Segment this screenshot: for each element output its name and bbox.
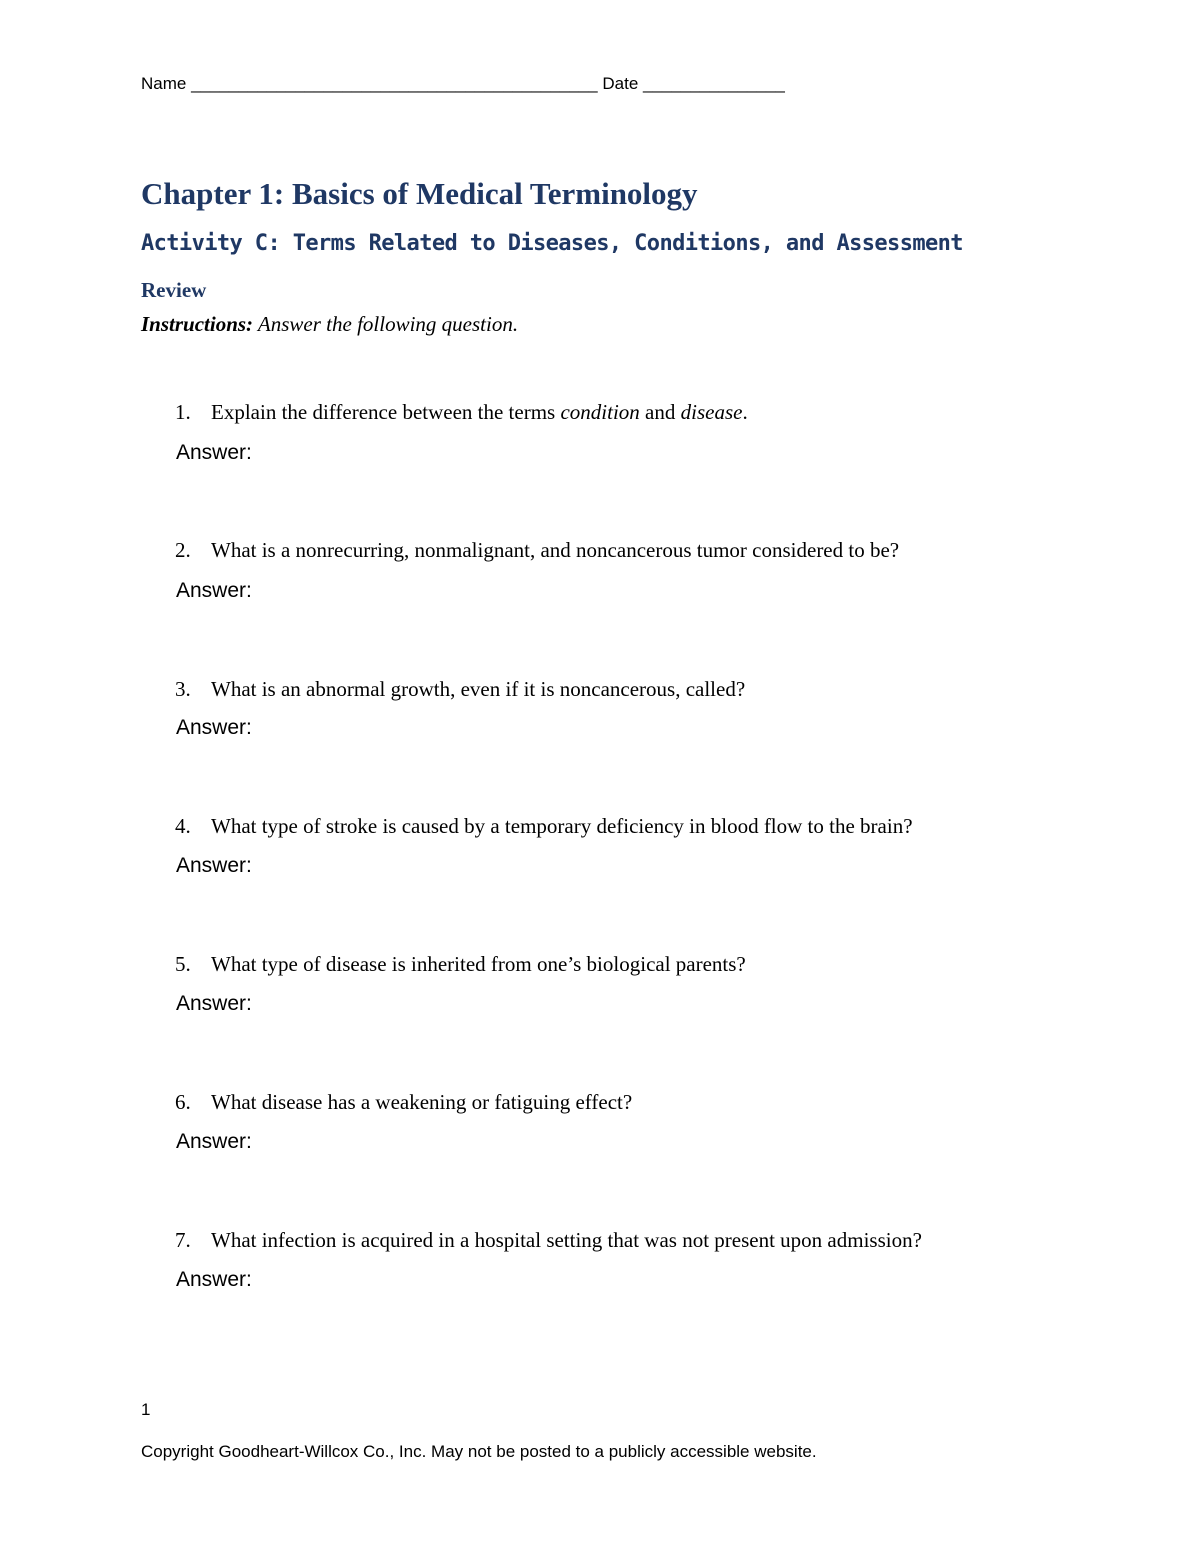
question-4 (175, 814, 913, 839)
question-emphasis: condition (560, 400, 640, 424)
question-2 (175, 538, 899, 563)
date-label: Date (602, 74, 639, 93)
answer-label-2: Answer: (176, 579, 252, 602)
question-emphasis: disease (680, 400, 743, 424)
question-number: 1. (175, 400, 191, 424)
question-text: . (742, 400, 748, 424)
activity-title: Activity C: Terms Related to Diseases, Conditions, and Assessment (141, 231, 963, 256)
question-6 (175, 1090, 632, 1115)
answer-label-1: Answer: (176, 441, 252, 464)
question-text: and (639, 400, 681, 424)
instructions (141, 312, 518, 337)
name-date-line (141, 74, 785, 94)
question-text: What infection is acquired in a hospital setting that was not present upon admission? (211, 1228, 922, 1252)
page-number: 1 (141, 1400, 151, 1419)
answer-label-7: Answer: (176, 1268, 252, 1291)
answer-label-6: Answer: (176, 1130, 252, 1153)
question-text: What type of stroke is caused by a temporary deficiency in blood flow to the brain? (211, 814, 913, 838)
section-title: Review (141, 278, 207, 302)
question-text: Explain the difference between the terms (211, 400, 561, 424)
question-text: What disease has a weakening or fatiguing effect? (211, 1090, 633, 1114)
question-number: 6. (175, 1090, 191, 1114)
question-5 (175, 952, 746, 977)
question-text: What type of disease is inherited from one’s biological parents? (211, 952, 746, 976)
question-text: What is an abnormal growth, even if it is noncancerous, called? (211, 677, 746, 701)
question-number: 2. (175, 538, 191, 562)
answer-label-5: Answer: (176, 992, 252, 1015)
name-label: Name (141, 74, 187, 93)
instructions-text: Answer the following question. (257, 312, 519, 336)
question-number: 4. (175, 814, 191, 838)
instructions-label: Instructions: (141, 312, 254, 336)
question-number: 5. (175, 952, 191, 976)
copyright-notice: Copyright Goodheart-Willcox Co., Inc. May not be posted to a publicly accessible website. (141, 1442, 817, 1461)
question-7 (175, 1228, 922, 1253)
question-3 (175, 677, 745, 702)
name-blank: ___________________________________________ (191, 74, 598, 93)
chapter-title: Chapter 1: Basics of Medical Terminology (141, 176, 698, 211)
question-number: 3. (175, 677, 191, 701)
question-1 (175, 400, 748, 425)
answer-label-4: Answer: (176, 854, 252, 877)
answer-label-3: Answer: (176, 716, 252, 739)
date-blank: _______________ (643, 74, 785, 93)
question-text: What is a nonrecurring, nonmalignant, and noncancerous tumor considered to be? (211, 538, 900, 562)
question-number: 7. (175, 1228, 191, 1252)
